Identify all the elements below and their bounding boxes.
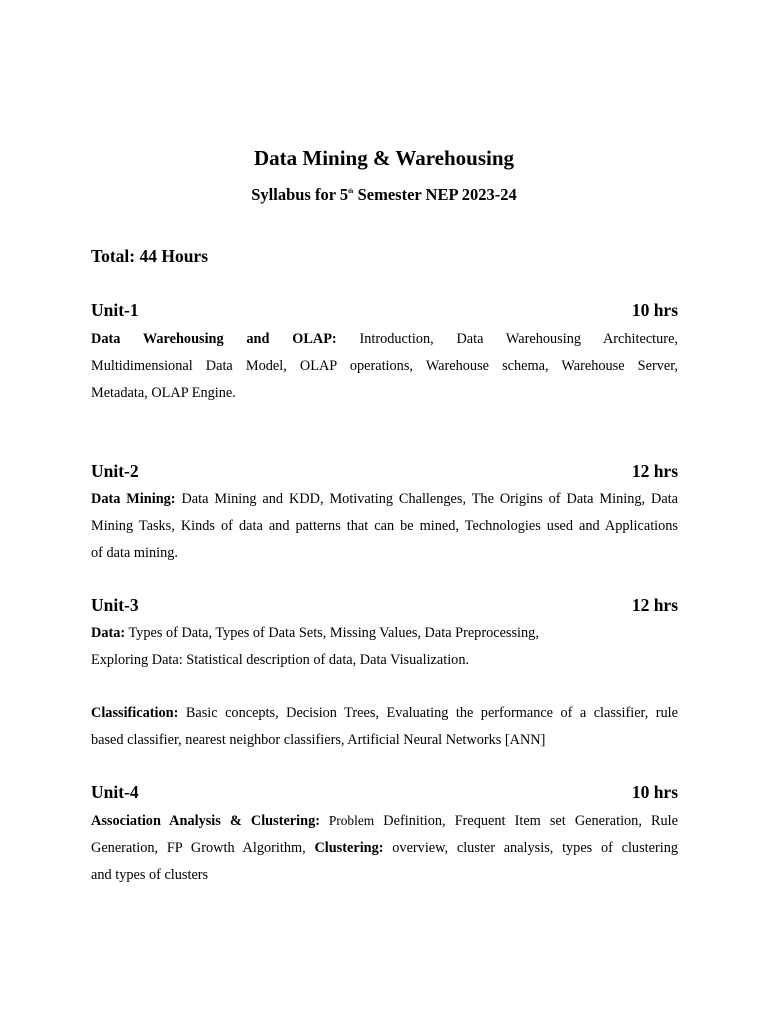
- unit-hours: 12 hrs: [631, 595, 678, 615]
- unit-name: Unit-2: [91, 461, 139, 481]
- unit-heading: [91, 460, 678, 482]
- content-text: Problem: [319, 813, 375, 828]
- content-text: Data Mining and KDD, Motivating Challenges, The Origins of Data Mining, Data: [175, 491, 678, 507]
- content-line: [91, 835, 678, 862]
- content-line: Mining Tasks, Kinds of data and patterns that can be mined, Technologies used and Applications: [91, 517, 678, 534]
- content-text: Basic concepts, Decision Trees, Evaluating the performance of a classifier, rule: [178, 705, 678, 721]
- content-line: [91, 700, 678, 727]
- topic-label: Association Analysis & Clustering:: [91, 813, 320, 829]
- content-line: of data mining.: [91, 544, 178, 561]
- unit-hours: 10 hrs: [631, 782, 678, 802]
- unit-heading: [91, 299, 678, 321]
- topic-label: Data Warehousing and OLAP:: [91, 331, 337, 347]
- subtitle-suffix: Semester NEP 2023-24: [353, 185, 517, 204]
- unit-heading: [91, 781, 678, 803]
- unit-name: Unit-3: [91, 595, 139, 615]
- content-line: [91, 486, 678, 513]
- content-text: Definition, Frequent Item set Generation, Rule: [374, 813, 678, 829]
- content-text: Generation, FP Growth Algorithm,: [91, 839, 315, 856]
- unit-hours: 10 hrs: [631, 300, 678, 320]
- unit-3-classification-content: [91, 700, 678, 754]
- content-text: Introduction, Data Warehousing Architecture,: [336, 331, 678, 347]
- unit-heading: [91, 594, 678, 616]
- topic-label: Data Mining:: [91, 491, 176, 507]
- content-text: Types of Data, Types of Data Sets, Missing Values, Data Preprocessing,: [125, 625, 539, 641]
- content-text: overview, cluster analysis, types of clustering: [383, 839, 678, 856]
- content-line: [91, 808, 678, 835]
- content-line: Exploring Data: Statistical description of data, Data Visualization.: [91, 651, 470, 668]
- subtitle-prefix: Syllabus for 5: [251, 185, 349, 204]
- total-hours: Total: 44 Hours: [91, 246, 209, 266]
- topic-label: Data:: [91, 625, 126, 641]
- content-line: based classifier, nearest neighbor classifiers, Artificial Neural Networks [ANN]: [91, 731, 546, 748]
- unit-hours: 12 hrs: [631, 461, 678, 481]
- unit-1-content: [91, 326, 678, 406]
- content-line: and types of clusters: [91, 866, 209, 883]
- document-subtitle: [0, 184, 768, 206]
- unit-3-data-content: [91, 620, 678, 674]
- content-line: [91, 326, 678, 353]
- unit-4-content: [91, 808, 678, 888]
- content-line: Metadata, OLAP Engine.: [91, 384, 236, 401]
- unit-2-content: [91, 486, 678, 566]
- topic-label: Clustering:: [314, 839, 384, 856]
- unit-name: Unit-1: [91, 300, 139, 320]
- unit-name: Unit-4: [91, 782, 139, 802]
- document-title: Data Mining & Warehousing: [253, 146, 515, 170]
- topic-label: Classification:: [91, 705, 179, 721]
- subtitle-ordinal: th: [348, 189, 354, 195]
- content-line: [91, 620, 678, 647]
- content-line: Multidimensional Data Model, OLAP operations, Warehouse schema, Warehouse Server,: [91, 357, 678, 374]
